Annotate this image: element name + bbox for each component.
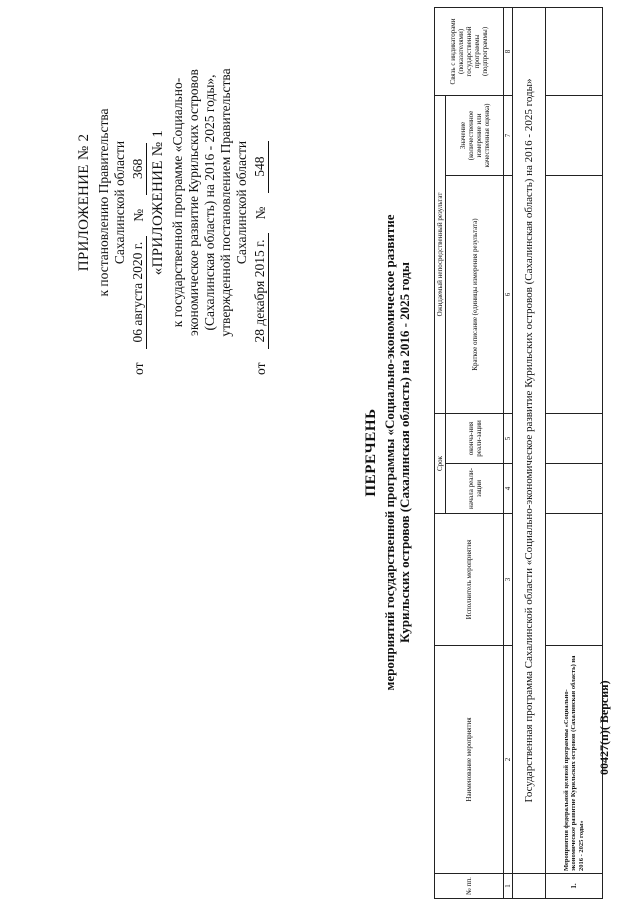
header-executor: Исполнитель мероприятия (435, 514, 504, 646)
row-term-end (546, 413, 603, 463)
measures-table (434, 7, 603, 899)
appendix-top-number: 368 (130, 143, 147, 195)
number-sign: № (253, 206, 268, 220)
program-row (513, 7, 546, 898)
appendix-sub-date: 28 декабря 2015 г. (252, 233, 269, 348)
header-link: Связь с индикаторами (показателями) государственной программы (подпрограммы) (435, 7, 504, 95)
program-row-text: Государственная программа Сахалинской области «Социально-экономическое развитие Курильских островов (Сахалинская область) на 2016 - 2025 годы» (513, 7, 546, 873)
date-prefix: от (253, 362, 268, 375)
row-term-start (546, 464, 603, 514)
header-term-start: начала реали-зации (446, 464, 504, 514)
column-number: 5 (504, 413, 513, 463)
appendix-sub-line: утвержденной постановлением Правительства (218, 68, 233, 337)
date-prefix: от (131, 362, 146, 375)
header-name: Наименование мероприятия (435, 646, 504, 874)
appendix-sub-line: (Сахалинская область) на 2016 - 2025 годы», (202, 74, 217, 331)
appendix-sub-number: 548 (252, 141, 269, 193)
column-number: 7 (504, 95, 513, 175)
document-heading: ПЕРЕЧЕНЬ (363, 408, 379, 497)
column-number: 8 (504, 7, 513, 95)
header-term-end: оконча-ния реали-зации (446, 413, 504, 463)
header-result-desc: Краткое описание (единицы измерения результата) (446, 175, 504, 413)
row-name: Мероприятия федеральной целевой программы «Социально-экономическое развитие Курильских островов (Сахалинская область) на 2016 - 2025 годы» (546, 646, 603, 874)
column-number: 2 (504, 646, 513, 874)
document-footer-code: 00427(п)( Версия) (597, 680, 611, 775)
appendix-sub (150, 30, 269, 375)
appendix-sub-dateline (252, 30, 269, 375)
appendix-sub-line: к государственной программе «Социально- (170, 77, 185, 328)
document-title (364, 0, 412, 905)
number-sign: № (131, 208, 146, 222)
appendix-top-line: Сахалинской области (112, 140, 127, 265)
column-numbers-row (504, 7, 513, 898)
column-number: 3 (504, 514, 513, 646)
appendix-sub-line: экономическое развитие Курильских островов (186, 69, 201, 336)
column-number: 1 (504, 874, 513, 899)
appendix-sub-line: Сахалинской области (234, 140, 249, 265)
appendix-top-title: ПРИЛОЖЕНИЕ № 2 (76, 133, 92, 272)
row-result-value (546, 95, 603, 175)
appendix-top (76, 30, 147, 375)
appendix-top-dateline (130, 30, 147, 375)
header-term: Срок (435, 413, 446, 513)
appendix-sub-title: «ПРИЛОЖЕНИЕ № 1 (150, 129, 166, 276)
appendix-top-date: 06 августа 2020 г. (130, 236, 147, 349)
row-executor (546, 514, 603, 646)
column-number: 4 (504, 464, 513, 514)
row-number: 1. (546, 874, 603, 899)
document-title-line2: Курильских островов (Сахалинская область) на 2016 - 2025 годы (397, 262, 412, 643)
document-title-line1: мероприятий государственной программы «Социально-экономическое развитие (382, 214, 397, 691)
header-num: № пп. (435, 874, 504, 899)
header-result-value: Значение (количественное измерение или качественная оценка) (446, 95, 504, 175)
appendix-top-line: к постановлению Правительства (96, 108, 111, 297)
table-row (546, 7, 603, 898)
header-result: Ожидаемый непосредственный результат (435, 95, 446, 413)
row-result-desc (546, 175, 603, 413)
column-number: 6 (504, 175, 513, 413)
row-link (546, 7, 603, 95)
